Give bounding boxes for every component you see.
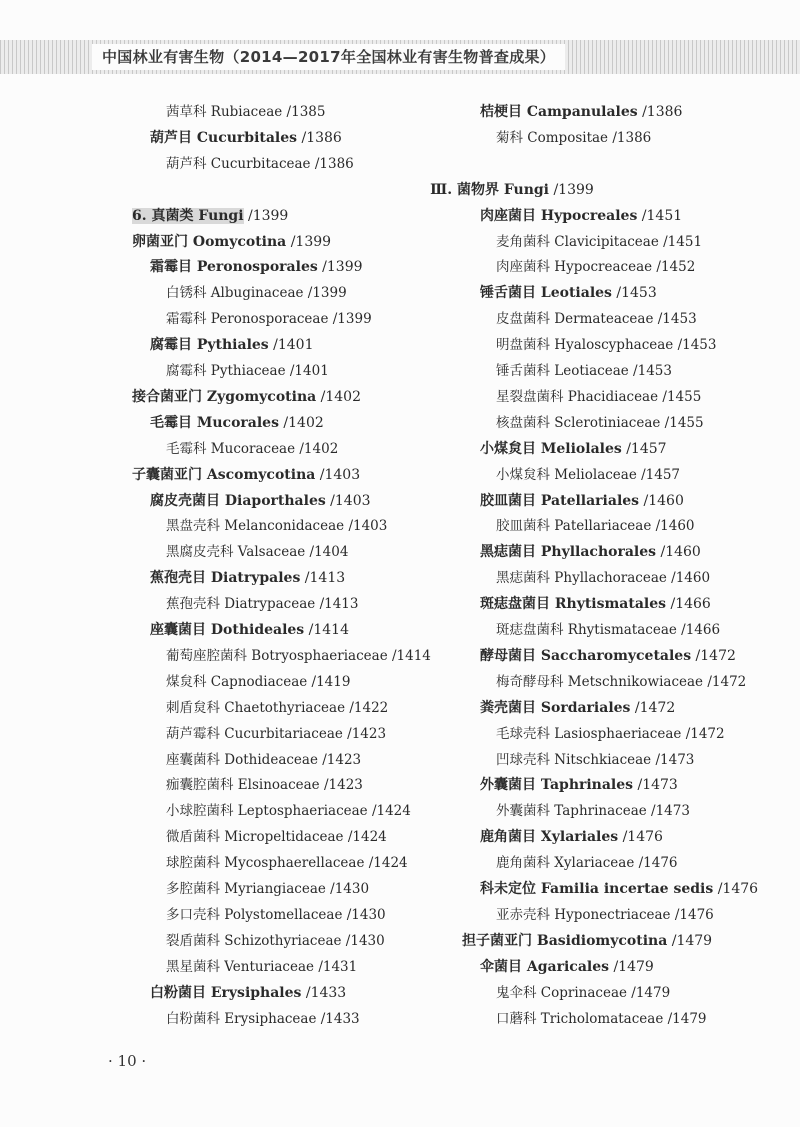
toc-entry[interactable] bbox=[166, 722, 386, 746]
toc-entry[interactable] bbox=[150, 411, 324, 435]
toc-entry[interactable] bbox=[166, 929, 385, 953]
toc-entry-page: /1423 bbox=[319, 777, 363, 794]
toc-entry-page: /1402 bbox=[295, 440, 339, 457]
toc-entry-page: /1385 bbox=[282, 104, 326, 120]
toc-entry[interactable] bbox=[166, 851, 408, 875]
toc-entry[interactable] bbox=[150, 566, 345, 590]
toc-entry[interactable] bbox=[166, 903, 386, 927]
toc-entry-page: /1453 bbox=[653, 311, 697, 328]
toc-entry-latin-name: Campanulales bbox=[526, 104, 638, 120]
toc-entry-page: /1413 bbox=[315, 596, 359, 613]
toc-entry-latin-name: Elsinoaceae bbox=[237, 777, 320, 794]
toc-entry[interactable] bbox=[496, 1007, 707, 1031]
toc-entry[interactable] bbox=[166, 670, 350, 694]
toc-entry-chinese-name: 霜霉目 bbox=[150, 259, 197, 276]
toc-entry-chinese-name: 酵母菌目 bbox=[480, 647, 541, 664]
toc-entry-page: /1472 bbox=[681, 725, 725, 742]
toc-entry-page: /1457 bbox=[636, 466, 681, 483]
toc-entry[interactable] bbox=[166, 152, 354, 176]
toc-entry[interactable] bbox=[150, 618, 349, 642]
toc-entry-page: /1452 bbox=[652, 259, 696, 276]
toc-entry-page: /1424 bbox=[364, 855, 408, 872]
toc-entry-chinese-name: 蕉孢壳目 bbox=[150, 570, 211, 587]
toc-entry-chinese-name: 多腔菌科 bbox=[166, 881, 225, 897]
toc-entry-latin-name: Dothideaceae bbox=[224, 751, 318, 768]
toc-entry-chinese-name: 腐霉目 bbox=[150, 337, 197, 354]
toc-entry-latin-name: Chaetothyriaceae bbox=[224, 699, 346, 716]
toc-entry-page: /1472 bbox=[691, 647, 736, 664]
toc-entry[interactable] bbox=[480, 696, 675, 720]
toc-entry-latin-name: Phacidiaceae bbox=[567, 388, 659, 405]
toc-entry-page: /1476 bbox=[618, 829, 663, 846]
toc-entry-page: /1399 bbox=[549, 181, 594, 198]
toc-entry-chinese-name: 鹿角菌科 bbox=[496, 855, 555, 872]
toc-entry-chinese-name: 黑腐皮壳科 bbox=[166, 544, 238, 561]
toc-entry[interactable] bbox=[150, 333, 313, 357]
toc-entry[interactable] bbox=[166, 359, 329, 383]
toc-entry-latin-name: Myriangiaceae bbox=[224, 881, 326, 897]
toc-entry-chinese-name: 肉座菌目 bbox=[480, 207, 541, 224]
toc-entry-latin-name: Peronosporales bbox=[196, 259, 318, 276]
toc-entry[interactable] bbox=[132, 385, 361, 409]
toc-entry[interactable] bbox=[496, 566, 710, 590]
toc-entry-page: /1476 bbox=[670, 906, 714, 923]
toc-entry[interactable] bbox=[132, 463, 360, 487]
toc-entry-chinese-name: 黑痣菌科 bbox=[496, 570, 555, 587]
toc-entry-page: /1466 bbox=[676, 622, 721, 638]
toc-entry-page: /1472 bbox=[630, 699, 676, 716]
toc-entry[interactable] bbox=[480, 592, 711, 616]
toc-entry-chinese-name: 鹿角菌目 bbox=[480, 829, 541, 846]
toc-entry-page: /1386 bbox=[608, 129, 652, 146]
toc-entry-latin-name: Lasiosphaeriaceae bbox=[554, 725, 682, 742]
toc-entry[interactable] bbox=[166, 644, 431, 668]
toc-entry[interactable] bbox=[166, 955, 357, 979]
toc-entry-latin-name: Sclerotiniaceae bbox=[554, 414, 661, 431]
toc-entry[interactable] bbox=[166, 825, 387, 849]
toc-entry-chinese-name: 痂囊腔菌科 bbox=[166, 777, 238, 794]
toc-entry-latin-name: Rhytismataceae bbox=[567, 622, 677, 638]
toc-entry-latin-name: Botryosphaeriaceae bbox=[251, 647, 388, 664]
toc-entry-chinese-name: 黑痣菌目 bbox=[480, 544, 541, 561]
toc-entry-page: /1403 bbox=[344, 518, 388, 535]
toc-entry[interactable] bbox=[496, 514, 695, 538]
toc-entry-chinese-name: 子囊菌亚门 bbox=[132, 466, 207, 483]
toc-entry[interactable] bbox=[496, 333, 716, 357]
toc-entry[interactable] bbox=[496, 799, 690, 823]
toc-entry-latin-name: Hypocreales bbox=[540, 207, 638, 224]
toc-entry-page: /1473 bbox=[633, 777, 678, 794]
toc-entry-page: /1479 bbox=[609, 958, 654, 975]
toc-entry-chinese-name: 葫芦科 bbox=[166, 155, 211, 172]
toc-entry-chinese-name: 葫芦目 bbox=[150, 129, 197, 146]
toc-entry-chinese-name: 明盘菌科 bbox=[496, 337, 555, 354]
toc-entry-latin-name: Hyaloscyphaceae bbox=[554, 337, 674, 354]
toc-entry[interactable] bbox=[166, 1007, 360, 1031]
toc-entry[interactable] bbox=[166, 696, 388, 720]
toc-entry-chinese-name: 科未定位 bbox=[480, 881, 541, 897]
toc-entry-latin-name: Rhytismatales bbox=[554, 596, 667, 613]
toc-entry-latin-name: Schizothyriaceae bbox=[224, 932, 342, 949]
toc-entry-chinese-name: 小煤炱科 bbox=[496, 466, 555, 483]
toc-entry-page: /1476 bbox=[634, 855, 678, 872]
toc-entry-chinese-name: 外囊菌目 bbox=[480, 777, 541, 794]
toc-entry[interactable] bbox=[347, 178, 677, 202]
toc-entry-page: /1466 bbox=[666, 596, 711, 613]
toc-entry-latin-name: Diatrypales bbox=[210, 570, 301, 587]
toc-entry-page: /1473 bbox=[651, 751, 695, 768]
toc-entry-page: /1479 bbox=[627, 984, 671, 1001]
toc-entry-page: /1460 bbox=[651, 518, 695, 535]
toc-entry-latin-name: Phyllachorales bbox=[540, 544, 657, 561]
toc-entry[interactable] bbox=[480, 825, 663, 849]
header-title: 中国林业有害生物（2014—2017年全国林业有害生物普查成果） bbox=[92, 44, 565, 70]
toc-entry-latin-name: Valsaceae bbox=[237, 544, 306, 561]
toc-entry-latin-name: Xylariales bbox=[540, 829, 619, 846]
toc-entry[interactable] bbox=[496, 670, 746, 694]
toc-entry-latin-name: Leotiales bbox=[540, 285, 612, 302]
toc-entry[interactable] bbox=[480, 204, 682, 228]
toc-entry-latin-name: Micropeltidaceae bbox=[224, 829, 344, 846]
toc-entry-chinese-name: 茜草科 bbox=[166, 104, 211, 120]
toc-entry-latin-name: Mucoraceae bbox=[210, 440, 296, 457]
toc-entry-chinese-name: 外囊菌科 bbox=[496, 803, 555, 820]
toc-entry[interactable] bbox=[166, 799, 411, 823]
toc-entry[interactable] bbox=[496, 230, 702, 254]
toc-entry[interactable] bbox=[480, 773, 678, 797]
toc-entry-chinese-name: 口蘑科 bbox=[496, 1010, 541, 1027]
toc-entry-latin-name: Fungi bbox=[198, 207, 244, 224]
toc-entry-page: /1460 bbox=[639, 492, 684, 509]
toc-entry-page: /1399 bbox=[243, 207, 289, 224]
toc-entry-latin-name: Capnodiaceae bbox=[210, 673, 308, 690]
toc-entry-page: /1457 bbox=[621, 440, 667, 457]
toc-entry-latin-name: Rubiaceae bbox=[210, 104, 283, 120]
toc-entry-chinese-name: 6. 真菌类 bbox=[132, 207, 199, 224]
toc-entry-chinese-name: 毛霉目 bbox=[150, 414, 197, 431]
toc-entry-page: /1404 bbox=[305, 544, 349, 561]
toc-entry-chinese-name: 腐霉科 bbox=[166, 363, 211, 379]
toc-entry[interactable] bbox=[496, 981, 670, 1005]
toc-entry-chinese-name: 桔梗目 bbox=[480, 104, 527, 120]
toc-entry-latin-name: Cucurbitariaceae bbox=[224, 725, 343, 742]
toc-entry-chinese-name: 菊科 bbox=[496, 129, 528, 146]
toc-entry-chinese-name: 肉座菌科 bbox=[496, 259, 555, 276]
toc-entry-latin-name: Agaricales bbox=[526, 958, 609, 975]
toc-entry-page: /1401 bbox=[285, 363, 329, 379]
toc-entry-page: /1431 bbox=[314, 958, 358, 975]
toc-entry-chinese-name: 黑盘壳科 bbox=[166, 518, 225, 535]
toc-entry[interactable] bbox=[462, 929, 712, 953]
toc-entry-page: /1453 bbox=[611, 285, 657, 302]
toc-entry-page: /1451 bbox=[637, 207, 683, 224]
toc-entry-page: /1399 bbox=[286, 233, 332, 250]
toc-entry-chinese-name: 黑星菌科 bbox=[166, 958, 225, 975]
toc-entry[interactable] bbox=[166, 307, 372, 331]
toc-entry[interactable] bbox=[496, 411, 704, 435]
toc-entry[interactable] bbox=[480, 955, 654, 979]
toc-entry[interactable] bbox=[496, 463, 680, 487]
toc-entry-chinese-name: 麦角菌科 bbox=[496, 233, 555, 250]
toc-entry-latin-name: Erysiphaceae bbox=[224, 1010, 317, 1027]
toc-entry-page: /1476 bbox=[713, 881, 759, 897]
toc-entry-latin-name: Tricholomataceae bbox=[540, 1010, 664, 1027]
toc-entry-page: /1386 bbox=[310, 155, 354, 172]
toc-entry-latin-name: Leotiaceae bbox=[554, 363, 629, 379]
toc-entry-chinese-name: 蕉孢壳科 bbox=[166, 596, 225, 613]
toc-entry-latin-name: Oomycotina bbox=[192, 233, 287, 250]
toc-entry-page: /1399 bbox=[317, 259, 363, 276]
toc-entry-latin-name: Metschnikowiaceae bbox=[567, 673, 704, 690]
toc-entry[interactable] bbox=[166, 437, 338, 461]
toc-entry-page: /1424 bbox=[367, 803, 411, 820]
toc-entry-latin-name: Cucurbitales bbox=[196, 129, 298, 146]
toc-entry-chinese-name: 胶皿菌目 bbox=[480, 492, 541, 509]
toc-entry-chinese-name: 小球腔菌科 bbox=[166, 803, 238, 820]
toc-entry[interactable] bbox=[480, 644, 736, 668]
toc-entry-chinese-name: 粪壳菌目 bbox=[480, 699, 541, 716]
toc-entry-page: /1414 bbox=[387, 647, 431, 664]
toc-entry-latin-name: Compositae bbox=[527, 129, 609, 146]
toc-entry-page: /1455 bbox=[660, 414, 704, 431]
toc-entry-latin-name: Peronosporaceae bbox=[210, 311, 329, 328]
toc-entry-chinese-name: 锤舌菌科 bbox=[496, 363, 555, 379]
toc-entry[interactable] bbox=[496, 618, 720, 642]
toc-entry-page: /1455 bbox=[658, 388, 702, 405]
toc-entry-page: /1386 bbox=[637, 104, 683, 120]
toc-entry-latin-name: Hyponectriaceae bbox=[554, 906, 671, 923]
toc-entry-page: /1399 bbox=[303, 285, 347, 302]
toc-entry-latin-name: Cucurbitaceae bbox=[210, 155, 311, 172]
toc-entry-page: /1433 bbox=[316, 1010, 360, 1027]
toc-entry-chinese-name: 鬼伞科 bbox=[496, 984, 541, 1001]
toc-entry[interactable] bbox=[496, 903, 714, 927]
toc-entry[interactable] bbox=[166, 540, 348, 564]
toc-entry-latin-name: Sordariales bbox=[540, 699, 631, 716]
toc-entry-chinese-name: 微盾菌科 bbox=[166, 829, 225, 846]
toc-entry-latin-name: Coprinaceae bbox=[540, 984, 627, 1001]
toc-entry[interactable] bbox=[132, 230, 331, 254]
toc-entry-latin-name: Patellariaceae bbox=[554, 518, 652, 535]
toc-entry-chinese-name: 裂盾菌科 bbox=[166, 932, 225, 949]
toc-entry-latin-name: Venturiaceae bbox=[224, 958, 315, 975]
toc-entry-latin-name: Melanconidaceae bbox=[224, 518, 345, 535]
toc-entry-chinese-name: 小煤炱目 bbox=[480, 440, 541, 457]
toc-entry[interactable] bbox=[150, 981, 346, 1005]
toc-entry-chinese-name: 核盘菌科 bbox=[496, 414, 555, 431]
toc-entry-page: /1430 bbox=[342, 906, 386, 923]
toc-entry-chinese-name: 毛球壳科 bbox=[496, 725, 555, 742]
toc-entry-chinese-name: 霜霉科 bbox=[166, 311, 211, 328]
toc-entry[interactable] bbox=[496, 851, 678, 875]
toc-entry-latin-name: Pythiales bbox=[196, 337, 269, 354]
toc-entry-chinese-name: 伞菌目 bbox=[480, 958, 527, 975]
toc-entry-chinese-name: 卵菌亚门 bbox=[132, 233, 193, 250]
toc-entry-page: /1430 bbox=[325, 881, 370, 897]
toc-entry-latin-name: Familia incertae sedis bbox=[540, 881, 714, 897]
toc-entry[interactable] bbox=[480, 489, 684, 513]
toc-entry-chinese-name: 担子菌亚门 bbox=[462, 932, 537, 949]
toc-entry[interactable] bbox=[496, 126, 651, 150]
toc-entry-latin-name: Fungi bbox=[503, 181, 550, 198]
toc-entry-page: /1472 bbox=[703, 673, 747, 690]
toc-entry[interactable] bbox=[496, 748, 694, 772]
toc-entry-latin-name: Phyllachoraceae bbox=[554, 570, 667, 587]
toc-entry-latin-name: Leptosphaeriaceae bbox=[237, 803, 368, 820]
page-number: · 10 · bbox=[108, 1052, 147, 1070]
toc-entry-page: /1423 bbox=[342, 725, 387, 742]
toc-entry-chinese-name: 球腔菌科 bbox=[166, 855, 225, 872]
toc-entry-page: /1424 bbox=[343, 829, 387, 846]
toc-entry-latin-name: Diaporthales bbox=[224, 492, 326, 509]
toc-entry-latin-name: Pythiaceae bbox=[210, 363, 286, 379]
toc-entry-latin-name: Meliolaceae bbox=[554, 466, 637, 483]
toc-entry-latin-name: Xylariaceae bbox=[554, 855, 635, 872]
toc-entry[interactable] bbox=[496, 255, 695, 279]
toc-entry-latin-name: Albuginaceae bbox=[210, 285, 304, 302]
toc-entry-chinese-name: 梅奇酵母科 bbox=[496, 673, 568, 690]
toc-entry-page: /1473 bbox=[646, 803, 690, 820]
toc-entry-page: /1453 bbox=[628, 363, 672, 379]
toc-entry[interactable] bbox=[132, 204, 288, 228]
toc-entry[interactable] bbox=[166, 773, 363, 797]
toc-entry[interactable] bbox=[496, 359, 672, 383]
toc-entry-chinese-name: 星裂盘菌科 bbox=[496, 388, 568, 405]
toc-entry-chinese-name: 亚赤壳科 bbox=[496, 906, 555, 923]
toc-entry-chinese-name: 白锈科 bbox=[166, 285, 211, 302]
toc-entry-latin-name: Patellariales bbox=[540, 492, 640, 509]
toc-entry-chinese-name: 凹球壳科 bbox=[496, 751, 555, 768]
toc-entry-chinese-name: 葡萄座腔菌科 bbox=[166, 647, 252, 664]
toc-entry-chinese-name: 刺盾炱科 bbox=[166, 699, 225, 716]
toc-entry-page: /1451 bbox=[658, 233, 703, 250]
toc-entry-chinese-name: 皮盘菌科 bbox=[496, 311, 555, 328]
toc-entry-page: /1401 bbox=[268, 337, 314, 354]
toc-entry-chinese-name: 斑痣盘菌科 bbox=[496, 622, 568, 638]
toc-entry-latin-name: Meliolales bbox=[540, 440, 622, 457]
toc-entry-chinese-name: 腐皮壳菌目 bbox=[150, 492, 225, 509]
toc-entry-latin-name: Taphrinales bbox=[540, 777, 634, 794]
toc-entry-page: /1402 bbox=[278, 414, 324, 431]
toc-entry-page: /1386 bbox=[297, 129, 342, 146]
toc-entry-latin-name: Mycosphaerellaceae bbox=[224, 855, 365, 872]
toc-entry-chinese-name: 接合菌亚门 bbox=[132, 388, 207, 405]
toc-entry-latin-name: Hypocreaceae bbox=[554, 259, 653, 276]
toc-entry-chinese-name: 胶皿菌科 bbox=[496, 518, 555, 535]
running-header bbox=[0, 40, 800, 74]
toc-entry[interactable] bbox=[480, 281, 657, 305]
toc-entry[interactable] bbox=[480, 437, 667, 461]
toc-entry-page: /1414 bbox=[304, 622, 349, 638]
toc-entry-page: /1423 bbox=[317, 751, 362, 768]
toc-entry-latin-name: Dermateaceae bbox=[554, 311, 654, 328]
toc-entry[interactable] bbox=[150, 255, 363, 279]
toc-entry-page: /1403 bbox=[315, 466, 361, 483]
toc-entry-chinese-name: 白粉菌目 bbox=[150, 984, 211, 1001]
toc-entry-chinese-name: 座囊菌科 bbox=[166, 751, 225, 768]
toc-entry-chinese-name: 锤舌菌目 bbox=[480, 285, 541, 302]
toc-entry-page: /1479 bbox=[667, 932, 713, 949]
toc-entry-latin-name: Taphrinaceae bbox=[554, 803, 647, 820]
toc-entry-page: /1433 bbox=[301, 984, 347, 1001]
toc-entry-latin-name: Dothideales bbox=[210, 622, 305, 638]
toc-entry-page: /1422 bbox=[345, 699, 389, 716]
toc-entry[interactable] bbox=[166, 281, 347, 305]
toc-entry-latin-name: Diatrypaceae bbox=[224, 596, 316, 613]
toc-entry-page: /1479 bbox=[663, 1010, 707, 1027]
toc-entry-chinese-name: 煤炱科 bbox=[166, 673, 211, 690]
toc-entry[interactable] bbox=[480, 877, 758, 901]
toc-entry[interactable] bbox=[166, 748, 361, 772]
toc-entry-latin-name: Zygomycotina bbox=[206, 388, 317, 405]
toc-entry-latin-name: Erysiphales bbox=[210, 984, 302, 1001]
toc-entry-page: /1460 bbox=[666, 570, 711, 587]
toc-entry-page: /1430 bbox=[341, 932, 385, 949]
toc-entry[interactable] bbox=[496, 307, 697, 331]
toc-entry-latin-name: Saccharomycetales bbox=[540, 647, 692, 664]
toc-entry[interactable] bbox=[480, 540, 701, 564]
toc-entry-latin-name: Ascomycotina bbox=[206, 466, 316, 483]
toc-entry-latin-name: Mucorales bbox=[196, 414, 279, 431]
toc-entry[interactable] bbox=[166, 592, 358, 616]
toc-entry-chinese-name: 座囊菌目 bbox=[150, 622, 211, 638]
toc-entry-latin-name: Clavicipitaceae bbox=[554, 233, 659, 250]
toc-entry[interactable] bbox=[150, 126, 342, 150]
toc-entry-page: /1399 bbox=[328, 311, 372, 328]
toc-entry[interactable] bbox=[480, 100, 682, 124]
toc-entry-latin-name: Polystomellaceae bbox=[224, 906, 343, 923]
toc-entry-chinese-name: 白粉菌科 bbox=[166, 1010, 225, 1027]
toc-entry[interactable] bbox=[150, 489, 371, 513]
toc-entry-page: /1453 bbox=[673, 337, 717, 354]
toc-entry-page: /1402 bbox=[316, 388, 361, 405]
toc-entry-page: /1460 bbox=[656, 544, 701, 561]
toc-entry-page: /1403 bbox=[325, 492, 371, 509]
toc-entry-page: /1413 bbox=[300, 570, 346, 587]
toc-entry[interactable] bbox=[166, 877, 369, 901]
toc-entry[interactable] bbox=[496, 385, 701, 409]
toc-entry-chinese-name: 多口壳科 bbox=[166, 906, 225, 923]
toc-entry-chinese-name: 毛霉科 bbox=[166, 440, 211, 457]
toc-entry[interactable] bbox=[166, 514, 387, 538]
toc-entry[interactable] bbox=[496, 722, 725, 746]
toc-entry-latin-name: Nitschkiaceae bbox=[554, 751, 652, 768]
toc-entry-page: /1419 bbox=[307, 673, 351, 690]
toc-entry-chinese-name: Ⅲ. 菌物界 bbox=[430, 181, 504, 198]
toc-entry-chinese-name: 斑痣盘菌目 bbox=[480, 596, 555, 613]
toc-entry-latin-name: Basidiomycotina bbox=[536, 932, 668, 949]
toc-entry[interactable] bbox=[166, 100, 325, 124]
toc-entry-chinese-name: 葫芦霉科 bbox=[166, 725, 225, 742]
